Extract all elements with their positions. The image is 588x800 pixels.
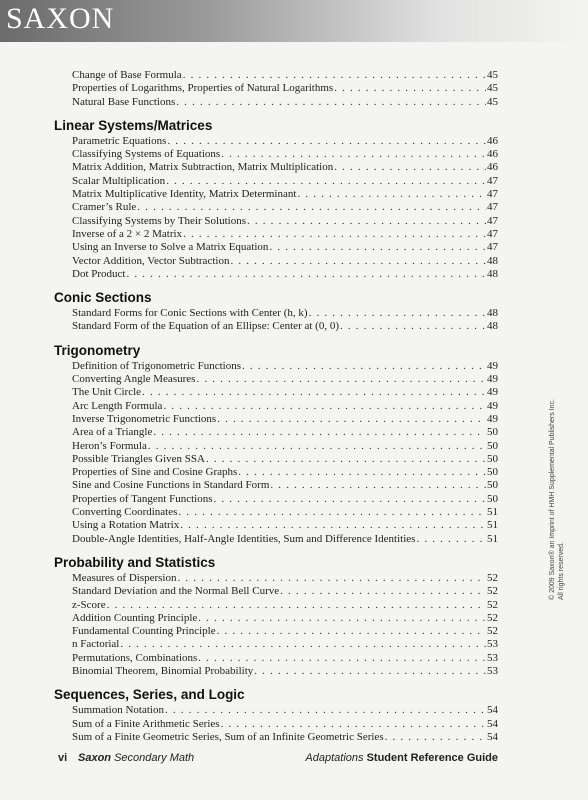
toc-entry-page: 48 [487, 320, 498, 333]
toc-entry-page: 53 [487, 664, 498, 677]
toc-leader-dots [416, 533, 486, 546]
toc-entry-title: Change of Base Formula [72, 69, 182, 81]
toc-leader-dots [167, 135, 486, 148]
toc-entry-title: z-Score [72, 598, 106, 611]
toc-entry-title: Standard Forms for Conic Sections with Center (h, k) [72, 307, 308, 320]
toc-entry [54, 704, 498, 717]
toc-leader-dots [107, 599, 486, 612]
toc-entry-page: 47 [487, 214, 498, 227]
toc-entry-page: 54 [487, 704, 498, 717]
toc-leader-dots [230, 255, 486, 268]
toc-section [54, 342, 498, 546]
toc-entry-title: Sine and Cosine Functions in Standard Form [72, 479, 270, 492]
toc-leader-dots [334, 161, 486, 174]
toc-entry-page: 49 [487, 359, 498, 372]
toc-entry-title: Properties of Logarithms, Properties of Natural Logarithms [72, 82, 334, 95]
toc-entry [54, 386, 498, 399]
toc-entry-page: 54 [487, 717, 498, 730]
section-heading: Probability and Statistics [54, 554, 216, 570]
toc-entry-title: Permutations, Combinations [72, 651, 198, 664]
toc-entry [54, 413, 498, 426]
toc-entry-page: 49 [487, 399, 498, 412]
toc-leader-dots [148, 440, 486, 453]
toc-leader-dots [334, 82, 486, 95]
toc-entry-title: Vector Addition, Vector Subtraction [72, 254, 230, 267]
toc-entry [54, 175, 498, 188]
copyright-notice [548, 399, 566, 600]
toc-entry-page: 47 [487, 174, 498, 187]
toc-entry [54, 228, 498, 241]
toc-section [54, 117, 498, 281]
toc-entry-page: 45 [487, 69, 498, 81]
toc-entry-page: 51 [487, 506, 498, 519]
toc-leader-dots [180, 519, 486, 532]
toc-entry-title: Addition Counting Principle [72, 611, 198, 624]
series-title-bold: Saxon [78, 752, 112, 764]
toc-leader-dots [153, 426, 486, 439]
toc-sections [54, 117, 498, 744]
toc-leader-dots [176, 96, 486, 109]
toc-leader-dots [385, 731, 486, 744]
toc-leader-dots [196, 373, 486, 386]
toc-entry-page: 45 [487, 95, 498, 108]
toc-entry [54, 307, 498, 320]
toc-leader-dots [247, 215, 486, 228]
toc-entry-page: 49 [487, 373, 498, 386]
toc-entry-page: 52 [487, 585, 498, 598]
toc-entry-title: Sum of a Finite Arithmetic Series [72, 717, 220, 730]
toc-leader-dots [297, 188, 486, 201]
toc-leader-dots [163, 400, 486, 413]
toc-entry-page: 49 [487, 412, 498, 425]
toc-entry-page: 46 [487, 161, 498, 174]
toc-entry [54, 533, 498, 546]
toc-entry-title: Fundamental Counting Principle [72, 625, 216, 638]
saxon-logo: SAXON [6, 2, 115, 35]
toc-entry-title: Parametric Equations [72, 134, 167, 147]
toc-entry-page: 50 [487, 466, 498, 479]
toc-section [54, 554, 498, 678]
toc-entry-title: Converting Angle Measures [72, 373, 196, 386]
toc-leader-dots [142, 386, 486, 399]
toc-entry-page: 53 [487, 638, 498, 651]
toc-entry-page: 47 [487, 241, 498, 254]
toc-entry [54, 612, 498, 625]
toc-entry-title: n Factorial [72, 638, 120, 651]
toc-leader-dots [221, 718, 486, 731]
toc-entry [54, 69, 498, 82]
toc-entry [54, 188, 498, 201]
toc-entry [54, 652, 498, 665]
toc-leader-dots [254, 665, 486, 678]
toc-leader-dots [217, 413, 486, 426]
toc-entry-page: 50 [487, 479, 498, 492]
toc-leader-dots [309, 307, 486, 320]
toc-entry-page: 47 [487, 188, 498, 201]
toc-entry [54, 320, 498, 333]
toc-entry-page: 45 [487, 82, 498, 95]
toc-entry-title: Classifying Systems by Their Solutions [72, 214, 246, 227]
copyright-line-1: © 2009 Saxon® an Imprint of HMH Supplemental Publishers Inc. [549, 399, 556, 600]
toc-entry-page: 52 [487, 571, 498, 584]
toc-leader-dots [183, 69, 486, 82]
toc-entry-page: 51 [487, 519, 498, 532]
series-title-rest: Secondary Math [111, 752, 195, 764]
section-heading: Linear Systems/Matrices [54, 117, 213, 133]
toc-entry-title: Arc Length Formula [72, 399, 163, 412]
toc-entry-page: 52 [487, 598, 498, 611]
toc-entry-title: Standard Deviation and the Normal Bell Curve [72, 585, 280, 598]
toc-entry-page: 53 [487, 651, 498, 664]
toc-entry-title: Heron’s Formula [72, 439, 147, 452]
toc-leader-dots [165, 704, 486, 717]
toc-entry-title: Dot Product [72, 267, 126, 280]
toc-entry-title: Summation Notation [72, 704, 164, 717]
toc-leader-dots [280, 585, 486, 598]
toc-entry-title: Matrix Addition, Matrix Subtraction, Matrix Multiplication [72, 161, 334, 174]
toc-entry [54, 665, 498, 678]
toc-entry-page: 50 [487, 452, 498, 465]
toc-entry [54, 466, 498, 479]
section-heading: Conic Sections [54, 290, 152, 306]
toc-leader-dots [166, 175, 486, 188]
toc-leader-dots [238, 466, 486, 479]
table-of-contents [54, 69, 498, 752]
toc-entry-page: 48 [487, 307, 498, 320]
toc-entry-title: Scalar Multiplication [72, 174, 166, 187]
toc-entry-page: 54 [487, 730, 498, 743]
toc-entry-title: Inverse Trigonometric Functions [72, 412, 217, 425]
toc-entry [54, 82, 498, 95]
toc-entry [54, 135, 498, 148]
toc-leader-dots [198, 652, 486, 665]
toc-leader-dots [270, 479, 486, 492]
toc-entry [54, 599, 498, 612]
toc-entry-title: Measures of Dispersion [72, 571, 177, 584]
section-heading: Sequences, Series, and Logic [54, 687, 245, 703]
toc-entry [54, 400, 498, 413]
toc-entry-page: 46 [487, 134, 498, 147]
toc-entry-title: Double-Angle Identities, Half-Angle Identities, Sum and Difference Identities [72, 532, 416, 545]
toc-entry [54, 148, 498, 161]
toc-leader-dots [213, 493, 486, 506]
toc-entry-page: 48 [487, 267, 498, 280]
toc-section [54, 289, 498, 334]
page-number: vi [58, 752, 68, 764]
header-band [0, 0, 588, 42]
section-heading: Trigonometry [54, 342, 141, 358]
toc-entry-page: 47 [487, 227, 498, 240]
toc-entry-title: Area of a Triangle [72, 426, 153, 439]
toc-entry-title: Converting Coordinates [72, 506, 178, 519]
toc-entry-page: 52 [487, 625, 498, 638]
toc-intro-group [54, 69, 498, 109]
toc-entry [54, 161, 498, 174]
toc-entry-page: 50 [487, 439, 498, 452]
toc-entry [54, 426, 498, 439]
guide-title-italic: Adaptations [305, 752, 367, 764]
toc-entry-title: Matrix Multiplicative Identity, Matrix Determinant [72, 188, 297, 201]
toc-entry [54, 585, 498, 598]
toc-entry-title: Sum of a Finite Geometric Series, Sum of an Infinite Geometric Series [72, 730, 384, 743]
toc-entry-title: Natural Base Functions [72, 95, 176, 108]
toc-entry-title: Properties of Sine and Cosine Graphs [72, 466, 238, 479]
toc-entry [54, 360, 498, 373]
toc-leader-dots [178, 506, 486, 519]
toc-entry [54, 201, 498, 214]
toc-entry-page: 50 [487, 492, 498, 505]
toc-leader-dots [126, 268, 486, 281]
toc-entry-title: Using an Inverse to Solve a Matrix Equation [72, 241, 269, 254]
toc-entry-title: Standard Form of the Equation of an Ellipse: Center at (0, 0) [72, 320, 339, 333]
toc-entry-title: Binomial Theorem, Binomial Probability [72, 664, 254, 677]
toc-entry [54, 479, 498, 492]
toc-entry-title: Classifying Systems of Equations [72, 148, 221, 161]
toc-entry [54, 638, 498, 651]
toc-entry-page: 47 [487, 201, 498, 214]
toc-entry [54, 96, 498, 109]
toc-entry-title: Possible Triangles Given SSA [72, 452, 205, 465]
toc-entry [54, 440, 498, 453]
toc-leader-dots [221, 148, 486, 161]
toc-leader-dots [137, 201, 486, 214]
toc-entry-title: Properties of Tangent Functions [72, 492, 213, 505]
copyright-line-2: All rights reserved. [558, 542, 565, 600]
toc-leader-dots [177, 572, 486, 585]
toc-section [54, 686, 498, 744]
toc-entry-page: 48 [487, 254, 498, 267]
toc-entry [54, 519, 498, 532]
toc-leader-dots [198, 612, 486, 625]
toc-entry-page: 51 [487, 532, 498, 545]
toc-leader-dots [183, 228, 486, 241]
toc-entry [54, 572, 498, 585]
toc-entry-page: 49 [487, 386, 498, 399]
toc-entry-title: Definition of Trigonometric Functions [72, 359, 241, 372]
toc-leader-dots [120, 638, 486, 651]
toc-entry-title: The Unit Circle [72, 386, 142, 399]
toc-entry [54, 506, 498, 519]
guide-title-bold: Student Reference Guide [366, 752, 498, 764]
page-footer [58, 752, 498, 766]
toc-entry-title: Inverse of a 2 × 2 Matrix [72, 227, 183, 240]
toc-entry [54, 493, 498, 506]
guide-title [305, 752, 498, 764]
series-title [78, 752, 194, 764]
toc-entry-page: 46 [487, 148, 498, 161]
toc-entry [54, 215, 498, 228]
toc-leader-dots [269, 241, 486, 254]
toc-entry [54, 241, 498, 254]
toc-entry-page: 52 [487, 611, 498, 624]
toc-entry [54, 731, 498, 744]
toc-entry [54, 268, 498, 281]
toc-entry [54, 373, 498, 386]
toc-entry [54, 453, 498, 466]
toc-entry [54, 625, 498, 638]
toc-entry [54, 255, 498, 268]
toc-entry [54, 718, 498, 731]
toc-entry-title: Using a Rotation Matrix [72, 519, 180, 532]
toc-leader-dots [217, 625, 486, 638]
toc-leader-dots [340, 320, 486, 333]
toc-entry-page: 50 [487, 426, 498, 439]
toc-leader-dots [206, 453, 486, 466]
toc-leader-dots [242, 360, 486, 373]
toc-entry-title: Cramer’s Rule [72, 201, 137, 214]
